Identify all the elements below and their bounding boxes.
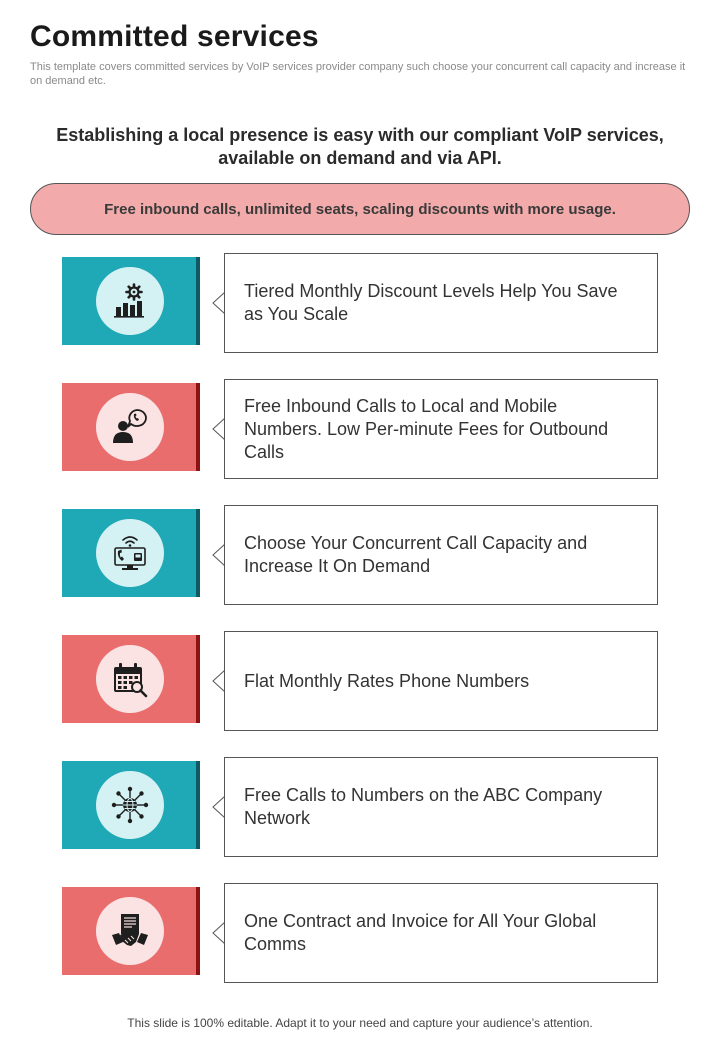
page-title: Committed services [30, 20, 319, 53]
item-text-box [224, 757, 658, 857]
icon-panel [62, 635, 200, 723]
icon-panel [62, 383, 200, 471]
icon-panel [62, 509, 200, 597]
globe-network-icon [110, 785, 150, 825]
icon-circle [96, 645, 164, 713]
service-item [62, 757, 660, 859]
item-text-box [224, 505, 658, 605]
calendar-search-icon [110, 659, 150, 699]
banner-text: Free inbound calls, unlimited seats, scaling discounts with more usage. [104, 200, 616, 218]
service-item [62, 883, 660, 985]
icon-circle [96, 771, 164, 839]
service-item [62, 505, 660, 607]
banner [30, 183, 690, 235]
handshake-contract-icon [110, 911, 150, 951]
icon-circle [96, 519, 164, 587]
icon-circle [96, 267, 164, 335]
bar-chart-gear-icon [110, 281, 150, 321]
item-text: One Contract and Invoice for All Your Global Comms [244, 911, 597, 954]
icon-circle [96, 897, 164, 965]
icon-panel [62, 257, 200, 345]
item-text-box [224, 379, 658, 479]
item-text: Free Inbound Calls to Local and Mobile Numbers. Low Per-minute Fees for Outbound Calls [244, 395, 609, 462]
item-text-box [224, 883, 658, 983]
item-text: Free Calls to Numbers on the ABC Company Network [244, 785, 603, 828]
item-text-box [224, 631, 658, 731]
icon-circle [96, 393, 164, 461]
service-item [62, 253, 660, 355]
item-text: Choose Your Concurrent Call Capacity and Increase It On Demand [244, 533, 588, 576]
service-item [62, 631, 660, 733]
service-item [62, 379, 660, 481]
person-phone-bubble-icon [110, 407, 150, 447]
item-text: Tiered Monthly Discount Levels Help You Save as You Scale [244, 281, 618, 324]
item-text-box [224, 253, 658, 353]
icon-panel [62, 887, 200, 975]
footer-note: This slide is 100% editable. Adapt it to your need and capture your audience’s attention. [127, 1016, 593, 1030]
icon-panel [62, 761, 200, 849]
desk-phone-computer-icon [110, 533, 150, 573]
headline: Establishing a local presence is easy with our compliant VoIP services, available on demand and via API. [56, 125, 664, 168]
item-text: Flat Monthly Rates Phone Numbers [244, 670, 530, 691]
page-subtitle: This template covers committed services by VoIP services provider company such choose your concurrent call capacity and increase it on demand etc. [30, 61, 686, 87]
